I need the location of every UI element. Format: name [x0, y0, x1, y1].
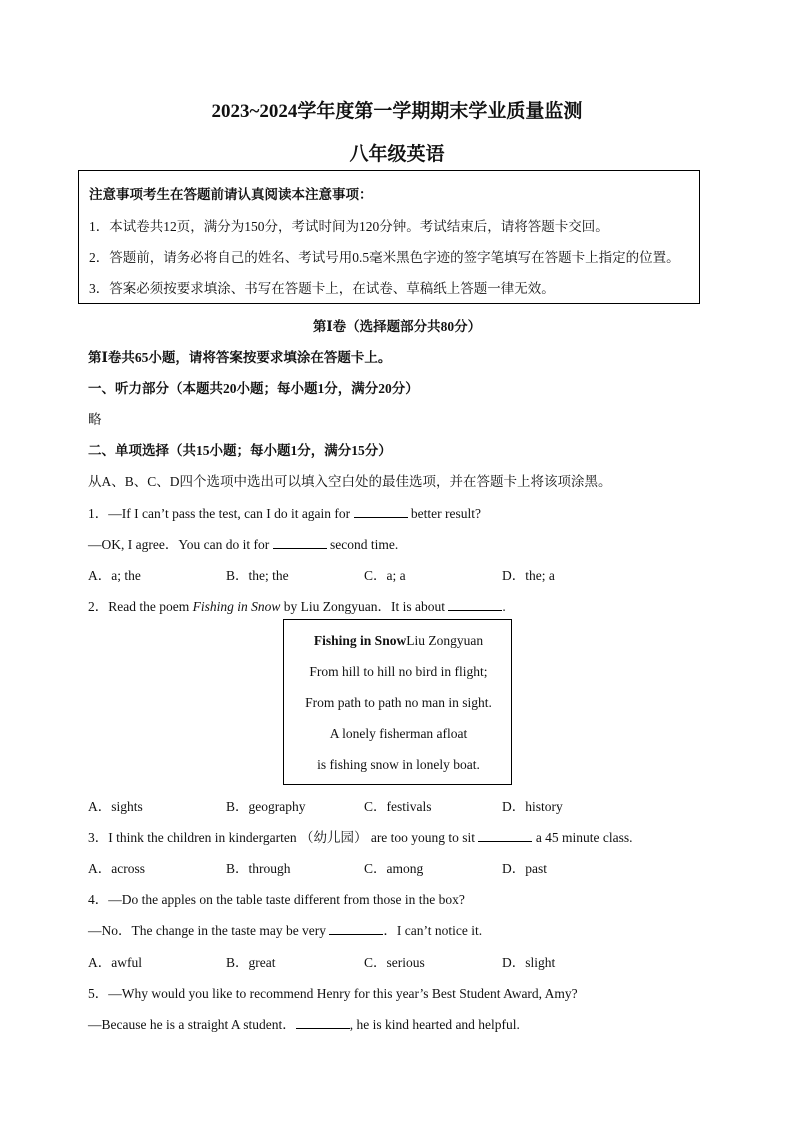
notice-item-3: 3．答案必须按要求填涂、书写在答题卡上，在试卷、草稿纸上答题一律无效。	[89, 281, 555, 296]
q2-option-c: C．festivals	[364, 799, 432, 814]
answer-blank	[478, 829, 532, 842]
q1-line1: 1．—If I can’t pass the test, can I do it again for better result?	[88, 506, 482, 521]
q2-stem: 2．Read the poem Fishing in Snow by Liu Zongyuan．It is about .	[88, 599, 506, 614]
q5-line1: 5．—Why would you like to recommend Henry for this year’s Best Student Award, Amy?	[88, 986, 578, 1001]
q3-option-d: D．past	[502, 861, 547, 876]
notice-box	[78, 170, 700, 304]
poem-line-2: From path to path no man in sight.	[305, 695, 492, 710]
poem-line-4: is fishing snow in lonely boat.	[317, 757, 480, 772]
q4-line1: 4．—Do the apples on the table taste different from those in the box?	[88, 892, 465, 907]
answer-blank	[296, 1016, 350, 1029]
q4-option-a: A．awful	[88, 955, 142, 970]
exam-title: 2023~2024学年度第一学期期末学业质量监测	[211, 101, 583, 122]
q5-line2: —Because he is a straight A student． , he is kind hearted and helpful.	[88, 1017, 520, 1032]
q2-option-a: A．sights	[88, 799, 143, 814]
notice-heading: 注意事项考生在答题前请认真阅读本注意事项：	[89, 187, 373, 202]
q1-line2: —OK, I agree．You can do it for second time.	[88, 537, 399, 552]
q3-option-a: A．across	[88, 861, 145, 876]
exam-subtitle: 八年级英语	[349, 144, 445, 165]
poem-line-3: A lonely fisherman afloat	[329, 726, 468, 741]
q4-line2: —No．The change in the taste may be very ．I can’t notice it.	[88, 923, 483, 938]
q4-option-c: C．serious	[364, 955, 425, 970]
part1-instruction: 第Ⅰ卷共65小题，请将答案按要求填涂在答题卡上。	[88, 350, 392, 365]
q4-option-b: B．great	[226, 955, 276, 970]
q1-option-a: A．a; the	[88, 568, 141, 583]
q3-option-b: B．through	[226, 861, 291, 876]
poem-line-1: From hill to hill no bird in flight;	[309, 664, 488, 679]
poem-heading: Fishing in SnowLiu Zongyuan	[313, 633, 484, 648]
notice-item-2: 2．答题前，请务必将自己的姓名、考试号用0.5毫米黑色字迹的签字笔填写在答题卡上指定的位置。	[89, 250, 680, 265]
q3-stem: 3．I think the children in kindergarten （幼儿园） are too young to sit a 45 minute class.	[88, 830, 633, 845]
q1-option-d: D．the; a	[502, 568, 555, 583]
poem-box	[283, 619, 512, 785]
notice-item-1: 1．本试卷共12页，满分为150分，考试时间为120分钟。考试结束后，请将答题卡交回。	[89, 219, 609, 234]
section2-title: 二、单项选择（共15小题；每小题1分，满分15分）	[88, 443, 392, 458]
q2-option-b: B．geography	[226, 799, 306, 814]
section2-instruction: 从A、B、C、D四个选项中选出可以填入空白处的最佳选项，并在答题卡上将该项涂黑。	[88, 474, 612, 489]
part1-title: 第Ⅰ卷（选择题部分共80分）	[312, 319, 482, 334]
answer-blank	[448, 598, 502, 611]
answer-blank	[273, 536, 327, 549]
q4-option-d: D．slight	[502, 955, 556, 970]
section1-title: 一、听力部分（本题共20小题；每小题1分，满分20分）	[88, 381, 419, 396]
q1-option-c: C．a; a	[364, 568, 406, 583]
q2-option-d: D．history	[502, 799, 563, 814]
q1-option-b: B．the; the	[226, 568, 289, 583]
q3-option-c: C．among	[364, 861, 424, 876]
answer-blank	[354, 505, 408, 518]
section1-content: 略	[88, 412, 102, 427]
answer-blank	[329, 922, 383, 935]
